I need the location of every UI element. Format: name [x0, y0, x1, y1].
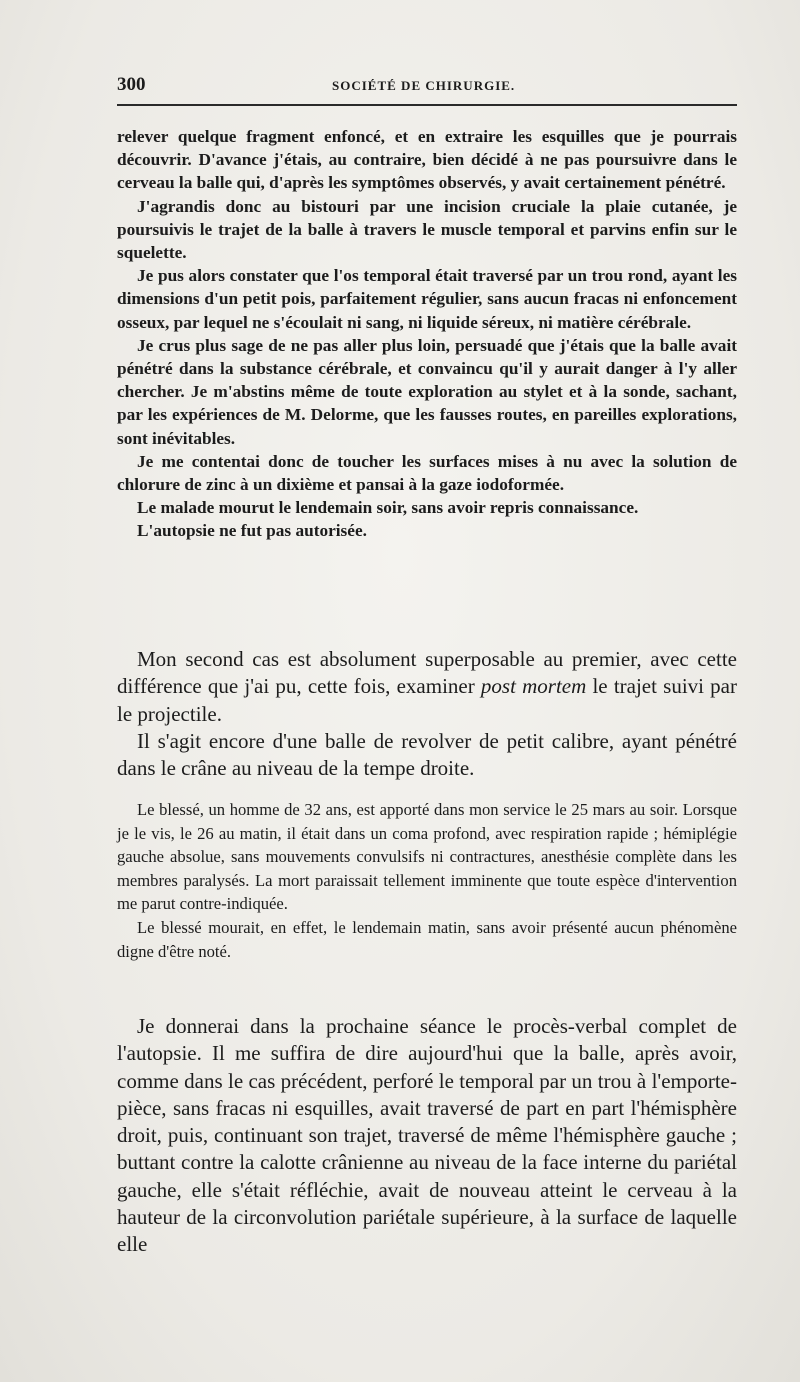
paragraph: Le malade mourut le lendemain soir, sans avoir repris connaissance. [137, 498, 639, 518]
paragraph: Le blessé, un homme de 32 ans, est apporté dans mon service le 25 mars au soir. Lorsque je le vis, le 26 au matin, il était dans un coma profond, avec respiration rapide ; hémiplégie gauche absolue, sans mouvements convulsifs ni contractures, anesthésie complète dans les membres paralysés. La mort paraissait tellement imminente que toute espèce d'intervention me parut contre-indiquée. [117, 800, 737, 914]
text-run: Mon second cas est absolument superposable au premier, avec cette différence que j'ai pu, cette fois, examiner [117, 647, 737, 699]
second-case-observation [117, 798, 737, 963]
paragraph: Je me contentai donc de toucher les surfaces mises à nu avec la solution de chlorure de zinc à un dixième et pansai à la gaze iodoformée. [117, 451, 737, 495]
autopsy-text [117, 1013, 737, 1259]
running-title: SOCIÉTÉ DE CHIRURGIE. [332, 78, 516, 93]
text-run: le trajet suivi par le projectile. [117, 674, 737, 726]
paragraph: Je pus alors constater que l'os temporal était traversé par un trou rond, ayant les dimensions d'un petit pois, parfaitement régulier, sans aucun fracas ni enfoncement osseux, par lequel ne s'écoulait ni sang, ni liquide séreux, ni matière cérébrale. [117, 266, 737, 332]
paragraph [117, 646, 737, 728]
paragraph: Je crus plus sage de ne pas aller plus loin, persuadé que j'étais que la balle avait pénétré dans la substance cérébrale, et convaincu qu'il y aurait danger à l'y aller chercher. Je m'abstins même de toute exploration au stylet et à la sonde, sachant, par les expériences de M. Delorme, que les fausses routes, en pareilles explorations, sont inévitables. [117, 335, 737, 448]
header-rule [117, 104, 737, 106]
italic-term: post mortem [480, 674, 587, 699]
paragraph: Le blessé mourait, en effet, le lendemain matin, sans avoir présenté aucun phénomène digne d'être noté. [117, 917, 737, 961]
paragraph: J'agrandis donc au bistouri par une incision cruciale la plaie cutanée, je poursuivis le trajet de la balle à travers le muscle temporal et parvins enfin sur le squelette. [117, 196, 737, 263]
second-case-intro [117, 646, 737, 782]
first-case-text [117, 125, 737, 543]
page-number: 300 [117, 74, 146, 95]
page-header [117, 74, 737, 98]
paragraph: L'autopsie ne fut pas autorisée. [137, 521, 367, 541]
paragraph: Je donnerai dans la prochaine séance le procès-verbal complet de l'autopsie. Il me suffira de dire aujourd'hui que la balle, après avoir, comme dans le cas précédent, perforé le temporal par un trou à l'emporte-pièce, sans fracas ni esquilles, avait traversé de part en part l'hémisphère droit, puis, continuant son trajet, traversé de même l'hémisphère gauche ; buttant contre la calotte crânienne au niveau de la face interne du pariétal gauche, elle s'était réfléchie, avait de nouveau atteint le cerveau à la hauteur de la circonvolution pariétale supérieure, à la surface de laquelle elle [117, 1014, 737, 1257]
paragraph: Il s'agit encore d'une balle de revolver de petit calibre, ayant pénétré dans le crâne au niveau de la tempe droite. [117, 728, 737, 781]
paragraph: relever quelque fragment enfoncé, et en extraire les esquilles que je pourrais découvrir. D'avance j'étais, au contraire, bien décidé à ne pas poursuivre dans le cerveau la balle qui, d'après les symptômes observés, y avait certainement pénétré. [117, 127, 737, 193]
